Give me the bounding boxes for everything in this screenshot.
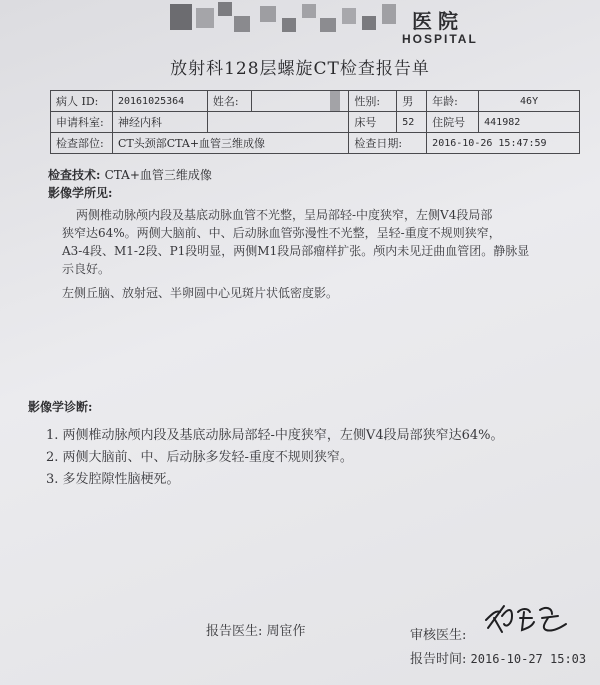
exam-date-value: 2016-10-26 15:47:59 — [427, 133, 580, 154]
findings-label: 影像学所见: — [48, 186, 113, 200]
report-title: 放射科128层螺旋CT检查报告单 — [170, 59, 430, 79]
dept-value: 神经内科 — [112, 112, 207, 133]
sex-value: 男 — [397, 91, 427, 112]
info-row-1 — [51, 91, 580, 112]
admission-label: 住院号 — [427, 112, 479, 133]
dept-label: 申请科室: — [51, 112, 113, 133]
findings-line-3: A3-4段、M1-2段、P1段明显，两侧M1段局部瘤样扩张。颅内未见迂曲血管团。静脉显 — [62, 244, 530, 258]
exam-part-value: CT头颈部CTA+血管三维成像 — [112, 133, 348, 154]
report-time-row — [410, 648, 586, 667]
report-doctor-name: 周宦作 — [266, 624, 306, 639]
hospital-name: 医院 — [412, 9, 464, 33]
findings-line-5: 左侧丘脑、放射冠、半卵圆中心见斑片状低密度影。 — [62, 286, 339, 300]
technique-row — [48, 166, 212, 183]
patient-id-value: 20161025364 — [112, 91, 207, 112]
findings-line-1: 两侧椎动脉颅内段及基底动脉血管不光整，呈局部轻-中度狭窄，左侧V4段局部 — [76, 208, 493, 222]
age-label: 年龄: — [427, 91, 479, 112]
bed-value: 52 — [397, 112, 427, 133]
diagnosis-label: 影像学诊断: — [28, 400, 93, 414]
diagnosis-item-2: 2. 两侧大脑前、中、后动脉多发轻-重度不规则狭窄。 — [46, 450, 353, 465]
patient-id-label: 病人 ID: — [51, 91, 113, 112]
name-redaction — [330, 91, 340, 112]
bed-label: 床号 — [349, 112, 397, 133]
report-doctor-label: 报告医生: — [206, 624, 263, 639]
diagnosis-item-3: 3. 多发腔隙性脑梗死。 — [46, 472, 180, 487]
technique-value: CTA+血管三维成像 — [104, 168, 212, 182]
report-time-label: 报告时间: — [410, 652, 467, 667]
diagnosis-item-1: 1. 两侧椎动脉颅内段及基底动脉局部轻-中度狭窄，左侧V4段局部狭窄达64%。 — [46, 428, 504, 443]
findings-line-2: 狭窄达64%。两侧大脑前、中、后动脉血管弥漫性不光整，呈轻-重度不规则狭窄， — [62, 226, 501, 240]
sex-label: 性别: — [349, 91, 397, 112]
exam-date-label: 检查日期: — [349, 133, 427, 154]
hospital-english-name: HOSPITAL — [402, 32, 478, 46]
age-value: 46Y — [479, 91, 580, 112]
report-doctor-row — [206, 620, 306, 639]
review-doctor-signature — [482, 598, 574, 638]
findings-line-4: 示良好。 — [62, 262, 111, 276]
patient-info-table — [50, 90, 580, 154]
review-doctor-label: 审核医生: — [410, 628, 467, 643]
info-row-3 — [51, 133, 580, 154]
hospital-logo-blurred — [170, 2, 400, 34]
name-value — [251, 91, 349, 112]
empty-cell — [207, 112, 348, 133]
report-time-value: 2016-10-27 15:03 — [470, 652, 587, 666]
name-label: 姓名: — [207, 91, 251, 112]
technique-label: 检查技术: — [48, 168, 101, 182]
info-row-2 — [51, 112, 580, 133]
admission-value: 441982 — [479, 112, 580, 133]
exam-part-label: 检查部位: — [51, 133, 113, 154]
